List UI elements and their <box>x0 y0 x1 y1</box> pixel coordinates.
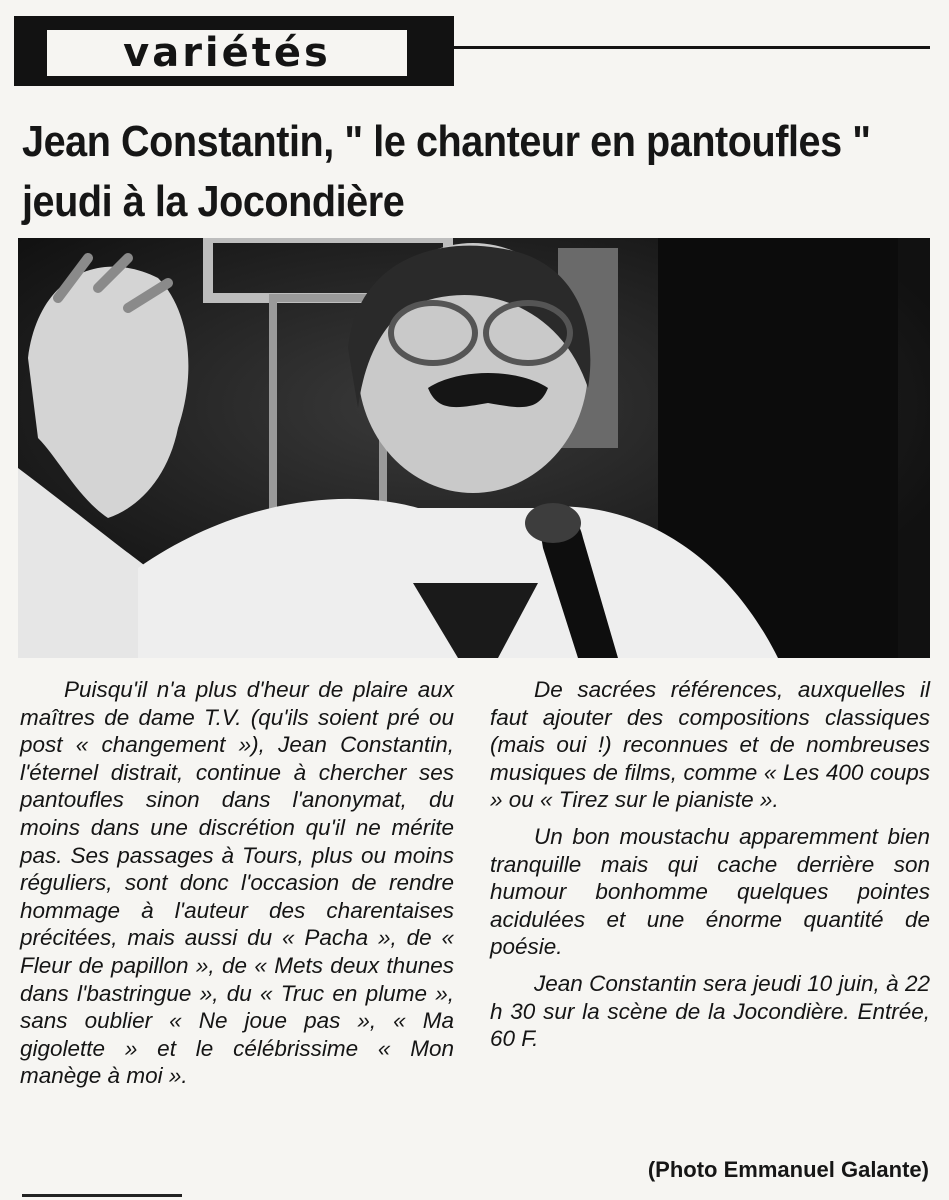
bottom-rule <box>22 1194 182 1197</box>
article-headline <box>22 112 931 232</box>
article-column-2 <box>490 676 930 1053</box>
photo-credit: (Photo Emmanuel Galante) <box>647 1157 929 1182</box>
section-rule <box>454 46 930 49</box>
article-photo <box>18 238 930 658</box>
article-column-1 <box>20 676 454 1090</box>
paragraph: Jean Constantin sera jeudi 10 juin, à 22 h 30 sur la scène de la Jocondière. Entrée, 60 F. <box>490 970 930 1052</box>
paragraph: Puisqu'il n'a plus d'heur de plaire aux maîtres de dame T.V. (qu'ils soient pré ou post « changement »), Jean Constantin, l'éternel distrait, continue à chercher ses pantoufles sinon dans l'anonymat, du moins dans une discrétion qu'il ne mérite pas. Ses passages à Tours, plus ou moins réguliers, sont donc l'occasion de rendre hommage à l'auteur des charentaises précitées, mais aussi du « Pacha », de « Fleur de papillon », de « Mets deux thunes dans l'bastringue », du « Truc en plume », sans oublier « Ne joue pas », « Ma gigolette » et le célébrissime « Mon manège à moi ». <box>20 677 454 1089</box>
paragraph: Un bon moustachu apparemment bien tranquille mais qui cache derrière son humour bonhomme quelques pointes acidulées et une énorme quantité de poésie. <box>490 823 930 960</box>
paragraph: De sacrées références, auxquelles il faut ajouter des compositions classiques (mais oui !) reconnues et de nombreuses musiques de films, comme « Les 400 coups » ou « Tirez sur le pianiste ». <box>490 677 930 813</box>
headline-line-2: jeudi à la Jocondière <box>22 177 405 226</box>
section-label: variétés <box>47 30 407 76</box>
headline-line-1: Jean Constantin, " le chanteur en pantoufles " <box>22 117 871 166</box>
singer-portrait-image <box>18 238 930 658</box>
